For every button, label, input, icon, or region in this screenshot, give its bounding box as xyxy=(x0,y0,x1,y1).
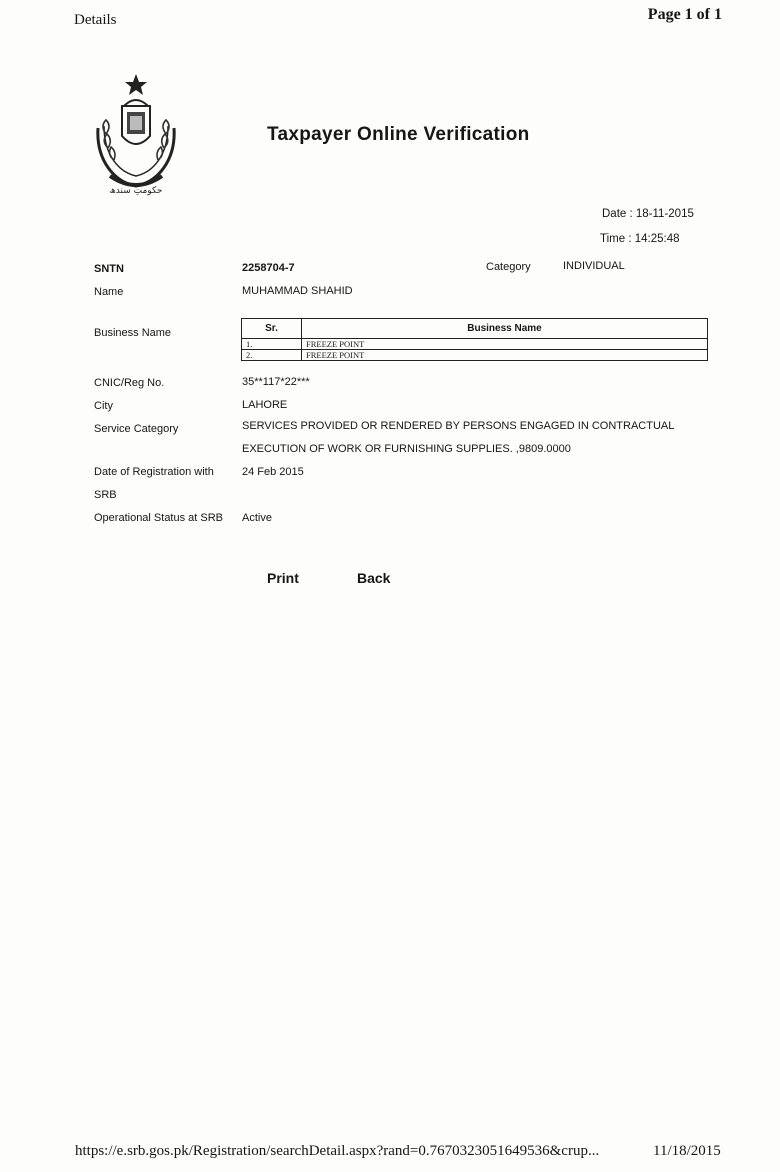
row-serial: 2. xyxy=(242,350,302,361)
sntn-label: SNTN xyxy=(94,263,124,275)
row-business-name: FREEZE POINT xyxy=(302,350,708,361)
cnic-label: CNIC/Reg No. xyxy=(94,377,165,389)
date-row xyxy=(602,208,694,220)
registration-date-label-line2: SRB xyxy=(94,489,117,501)
city-label: City xyxy=(94,400,113,412)
row-serial: 1. xyxy=(242,339,302,350)
cnic-value: 35**117*22*** xyxy=(242,376,310,388)
time-value: 14:25:48 xyxy=(634,233,680,245)
business-name-column-header: Business Name xyxy=(302,319,708,339)
time-label: Time : xyxy=(600,233,632,245)
sntn-value: 2258704-7 xyxy=(242,262,295,274)
business-table-header-row xyxy=(242,319,708,339)
print-date: 11/18/2015 xyxy=(653,1143,721,1159)
business-name-label: Business Name xyxy=(94,327,172,339)
registration-date-label: Date of Registration with xyxy=(94,466,214,478)
page-url: https://e.srb.gos.pk/Registration/searchDetail.aspx?rand=0.7670323051649536&crup... xyxy=(75,1143,600,1159)
back-button[interactable]: Back xyxy=(357,570,391,586)
svg-text:حکومتِ سندھ: حکومتِ سندھ xyxy=(109,186,163,196)
document-label: Details xyxy=(74,12,117,28)
registration-date-value: 24 Feb 2015 xyxy=(242,466,304,478)
service-category-value-line2: EXECUTION OF WORK OR FURNISHING SUPPLIES. ,9809.0000 xyxy=(242,443,571,455)
row-business-name: FREEZE POINT xyxy=(302,339,708,350)
service-category-label: Service Category xyxy=(94,423,179,435)
time-row xyxy=(600,233,680,245)
date-value: 18-11-2015 xyxy=(635,208,694,220)
name-label: Name xyxy=(94,286,124,298)
category-value: INDIVIDUAL xyxy=(563,260,625,272)
sr-column-header: Sr. xyxy=(242,319,302,339)
page-title: Taxpayer Online Verification xyxy=(267,124,530,145)
name-value: MUHAMMAD SHAHID xyxy=(242,285,353,297)
service-category-value-line1: SERVICES PROVIDED OR RENDERED BY PERSONS ENGAGED IN CONTRACTUAL xyxy=(242,420,675,432)
page-number: Page 1 of 1 xyxy=(647,6,722,23)
date-label: Date : xyxy=(602,208,633,220)
category-label: Category xyxy=(486,261,531,273)
operational-status-value: Active xyxy=(242,512,272,524)
city-value: LAHORE xyxy=(242,399,288,411)
table-row xyxy=(242,339,708,350)
table-row xyxy=(242,350,708,361)
print-button[interactable]: Print xyxy=(267,570,299,586)
business-name-table xyxy=(241,318,708,361)
srb-emblem-logo xyxy=(84,72,188,196)
operational-status-label: Operational Status at SRB xyxy=(94,512,224,524)
